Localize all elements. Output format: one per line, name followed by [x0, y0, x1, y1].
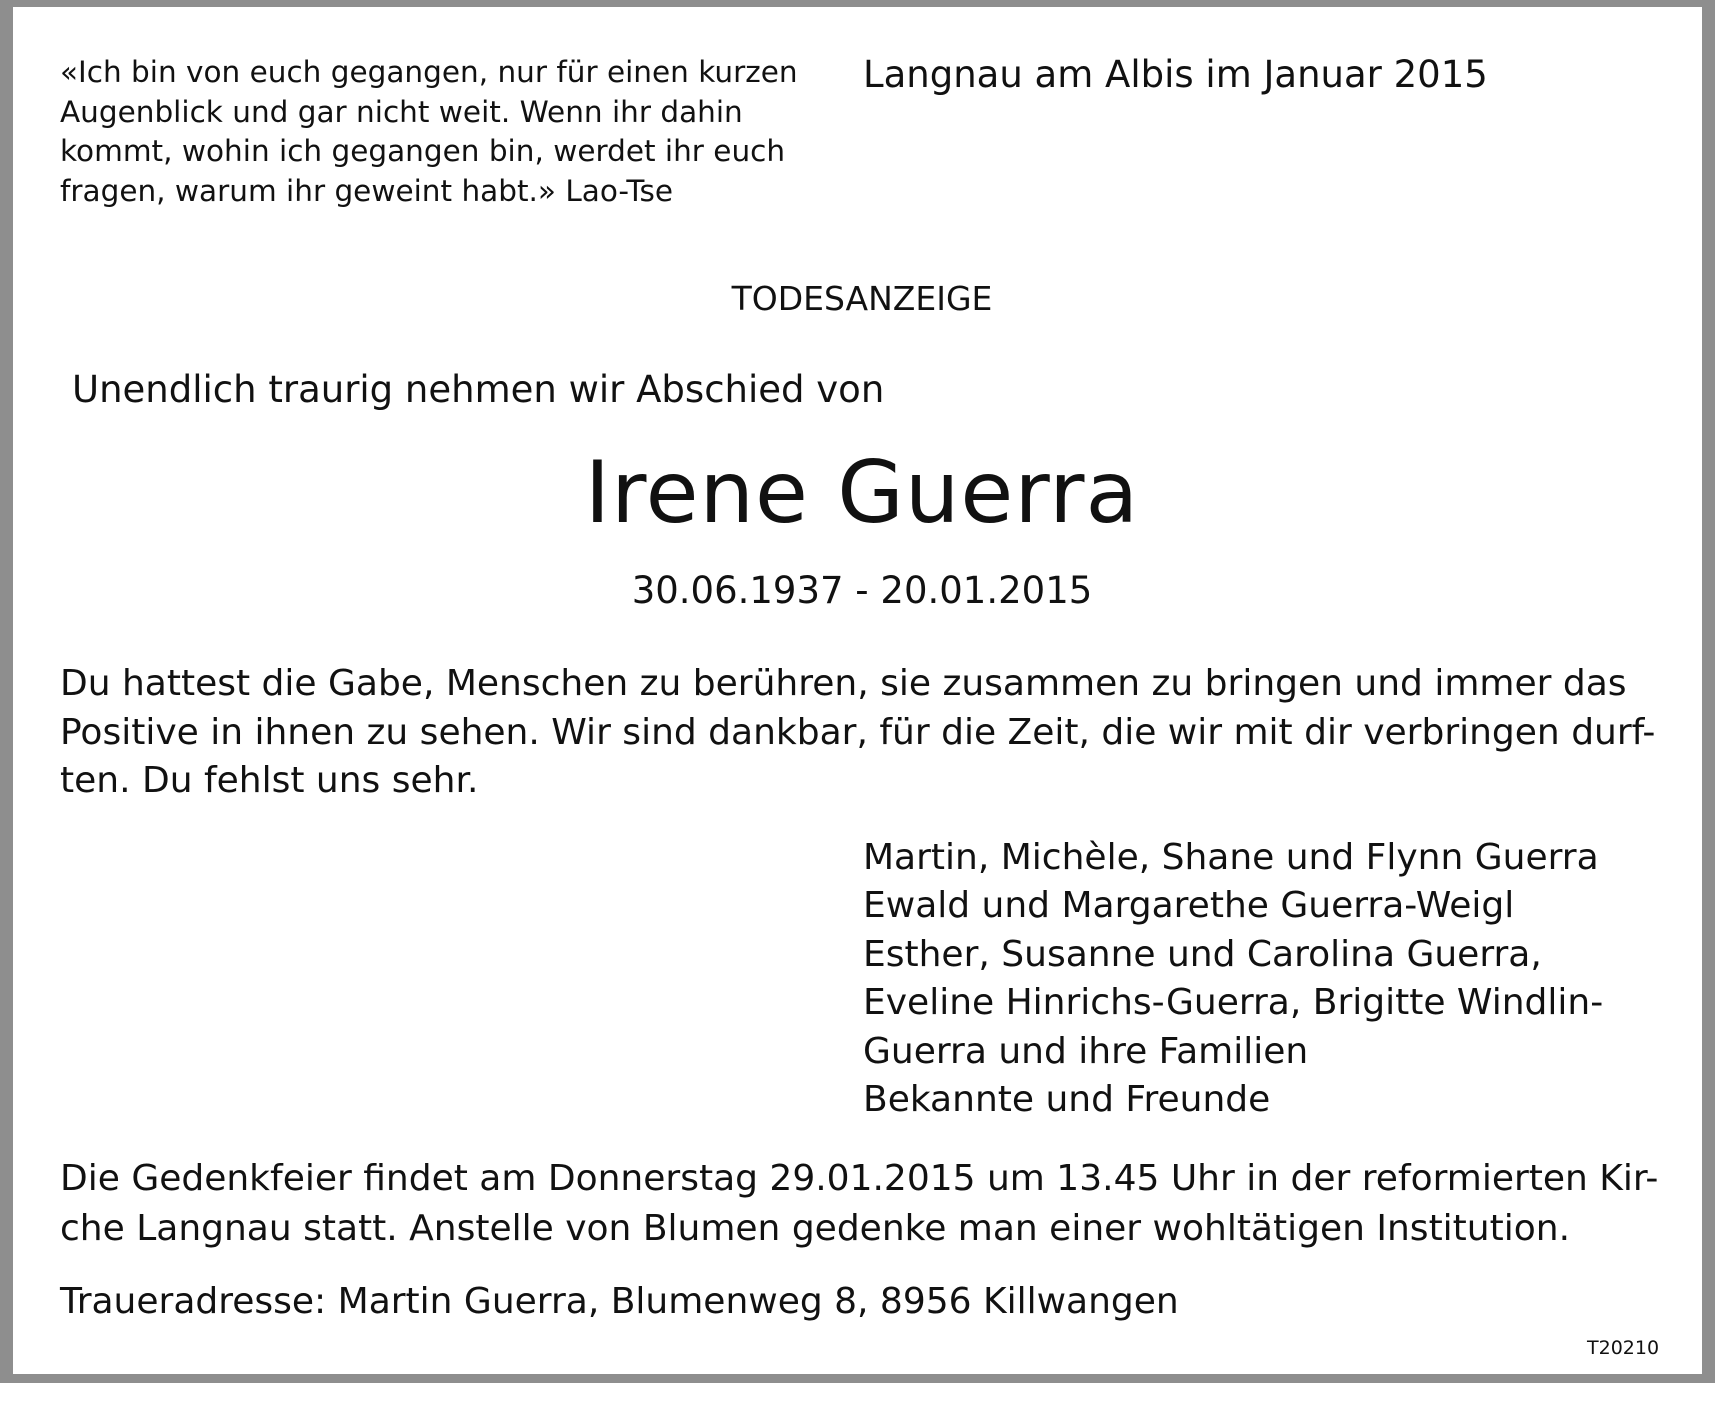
tribute-line: ten. Du fehlst uns sehr.	[60, 760, 479, 801]
place-date: Langnau am Albis im Januar 2015	[863, 53, 1488, 96]
quote-line: «Ich bin von euch gegangen, nur für einen kurzen	[60, 55, 798, 89]
quote-line: kommt, wohin ich gegangen bin, werdet ihr euch	[60, 134, 786, 168]
quote-line: fragen, warum ihr geweint habt.» Lao-Tse	[60, 173, 674, 208]
mourning-address: Traueradresse: Martin Guerra, Blumenweg 8, 8956 Killwangen	[60, 1281, 1179, 1322]
tribute-line: Du hattest die Gabe, Menschen zu berühren, sie zusammen zu bringen und immer das	[60, 663, 1627, 704]
tribute-line: Positive in ihnen zu sehen. Wir sind dankbar, für die Zeit, die wir mit dir verbringen durf-	[60, 711, 1656, 753]
notice-type-heading: TODESANZEIGE	[731, 279, 993, 318]
service-paragraph	[60, 1154, 1658, 1253]
intro-text: Unendlich traurig nehmen wir Abschied von	[72, 368, 885, 411]
life-dates: 30.06.1937 - 20.01.2015	[631, 569, 1093, 612]
mourner-line: Ewald und Margarethe Guerra-Weigl	[863, 885, 1515, 927]
quote-line: Augenblick und gar nicht weit. Wenn ihr dahin	[60, 94, 743, 129]
quote-block	[60, 53, 798, 211]
mourners-list	[863, 834, 1603, 1124]
mourner-line: Guerra und ihre Familien	[863, 1030, 1309, 1072]
mourner-line: Bekannte und Freunde	[863, 1079, 1271, 1121]
service-line: Die Gedenkfeier findet am Donnerstag 29.01.2015 um 13.45 Uhr in der reformierten Kir-	[60, 1158, 1659, 1199]
mourner-line: Eveline Hinrichs-Guerra, Brigitte Windlin-	[863, 982, 1604, 1024]
mourner-line: Esther, Susanne und Carolina Guerra,	[863, 933, 1542, 975]
service-line: che Langnau statt. Anstelle von Blumen gedenke man einer wohltätigen Institution.	[60, 1207, 1571, 1249]
deceased-name: Irene Guerra	[584, 443, 1140, 543]
mourner-line: Martin, Michèle, Shane und Flynn Guerra	[863, 837, 1599, 878]
reference-code: T20210	[1587, 1337, 1660, 1359]
tribute-paragraph	[60, 660, 1655, 806]
